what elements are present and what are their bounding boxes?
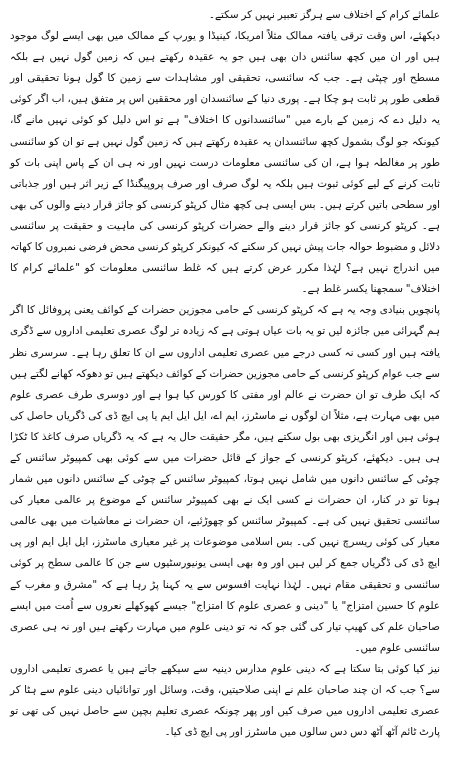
paragraph-3: پانچویں بنیادی وجہ یہ ہے کہ کرپٹو کرنسی کے حامی مجوزین حضرات کے کوائف یعنی پروفائل کا اگر ہم گہرائی میں جائزہ لیں تو یہ بات عیاں ہوتی ہے کہ زیادہ تر لوگ عصری تعلیمی اداروں سے ڈگری یافتہ ہیں اور کسی نہ کسی درجے میں عصری تعلیمی اداروں سے ان کا تعلق رہا ہے۔ سرسری نظر سے جب عوام کرپٹو کرنسی کے حامی مجوزین حضرات کے کوائف دیکھتے ہیں تو دھوکہ کھانے لگتے ہیں کہ ایک طرف تو ان حضرت نے عالم اور مفتی کا کورس کیا ہوا ہے اور دوسری طرف عصری علوم میں بھی مہارت ہے، مثلاً ان لوگوں نے ماسٹرز، ایم اے، ایل ایل ایم یا پی ایچ ڈی کی ڈگریاں حاصل کی ہوئی ہیں اور انگریزی بھی بول سکتے ہیں، مگر حقیقت حال یہ ہے کہ یہ ڈگریاں صرف کاغذ کا ٹکڑا ہی ہیں۔ دیکھئے، کرپٹو کرنسی کے جواز کے قائل حضرات میں سے کوئی بھی کمپیوٹر سائنس کے چوٹی کے سائنس دانوں میں شامل نہیں ہوتا، کمپیوٹر سائنس کے چوٹی کے سائنس دانوں میں شمار ہونا تو در کنار، ان حضرات نے کسی ایک نے بھی کمپیوٹر سائنس کے موضوع پر عالمی معیار کی سائنسی تحقیق نہیں کی ہے۔ کمپیوٹر سائنس کو چھوڑئیے، ان حضرات نے معاشیات میں بھی عالمی معیار کی کوئی ریسرچ نہیں کی۔ بس اسلامی موضوعات پر غیر معیاری ماسٹرز، ایل ایل ایم اور پی ایچ ڈی کی ڈگریاں جمع کر لیں ہیں اور وہ بھی ایسی یونیورسٹیوں سے جن کا عالمی سطح پر کوئی سائنسی و تحقیقی مقام نہیں۔ لہٰذا نہایت افسوس سے یہ کہنا پڑ رہا ہے کہ "مشرق و مغرب کے علوم کا حسین امتزاج" یا "دینی و عصری علوم کا امتزاج" جیسے کھوکھلے نعروں سے اُمت میں ایسے صاحبان علم کی کھیپ تیار کی گئی جو کہ نہ تو دینی علوم میں مہارت رکھتے ہیں اور نہ ہی عصری سائنسی علوم میں۔: [10, 304, 440, 654]
paragraph-4: نیز کیا کوئی بتا سکتا ہے کہ دینی علوم مدارس دینیہ سے سیکھے جاتے ہیں یا عصری تعلیمی اداروں سے؟ جب کہ ان چند صاحبان علم نے اپنی صلاحیتیں، وقت، وسائل اور توانائیاں دینی علوم سے ہٹا کر عصری تعلیمی اداروں میں صرف کیں اور پھر چونکہ عصری تعلیم بچپن سے حاصل نہیں کی تھی تو پارٹ ٹائم آٹھ آٹھ دس دس سالوں میں ماسٹرز اور پی ایچ ڈی کیا۔: [10, 662, 440, 739]
paragraph-2: دیکھئے، اس وقت ترقی یافتہ ممالک مثلاً امریکا، کینیڈا و یورپ کے ممالک میں بھی ایسے لوگ موجود ہیں اور ان میں کچھ سائنس دان بھی ہیں جو یہ عقیدہ رکھتے ہیں کہ زمین گول نہیں ہے بلکہ مسطح اور چپٹی ہے۔ جب کہ سائنسی، تحقیقی اور مشاہدات سے زمین کا گول ہونا تحقیقی اور قطعی طور پر ثابت ہو چکا ہے۔ پوری دنیا کے سائنسدان اور محققین اس پر متفق ہیں، اب اگر کوئی یہ دلیل دے کہ زمین کے بارے میں "سائنسدانوں کا اختلاف" ہے تو اس دلیل کو کوئی نہیں مانے گا، کیونکہ جو لوگ بشمول کچھ سائنسدان یہ عقیدہ رکھتے ہیں کہ زمین گول نہیں ہے تو ان کو سائنسی طور پر مغالطہ ہوا ہے، ان کی سائنسی معلومات درست نہیں اور نہ ہی ان کے پاس اپنی بات کو ثابت کرنے کے لیے کوئی ثبوت ہیں بلکہ یہ لوگ صرف اور صرف پروپیگنڈا کے زیر اثر ہیں اور جذباتی اور سطحی باتیں کرتے ہیں۔ بس ایسی ہی کچھ مثال کرپٹو کرنسی کو جائز قرار دینے والوں کی بھی ہے۔ کرپٹو کرنسی کو جائز قرار دینے والے حضرات کرپٹو کرنسی کی ماہیت و حقیقت پر سائنسی دلائل و مضبوط حوالہ جات پیش نہیں کر سکتے کہ کیونکر کرپٹو کرنسی محض فرضی نمبروں کا کھاتہ میں اندراج نہیں ہے؟ لہٰذا مکرر عرض کرتے ہیں کہ غلط سائنسی معلومات کو "علمائے کرام کا اختلاف" سمجھنا یکسر غلط ہے۔: [10, 30, 440, 296]
paragraph-1: علمائے کرام کے اختلاف سے ہرگز تعبیر نہیں کر سکتے۔: [208, 9, 440, 21]
